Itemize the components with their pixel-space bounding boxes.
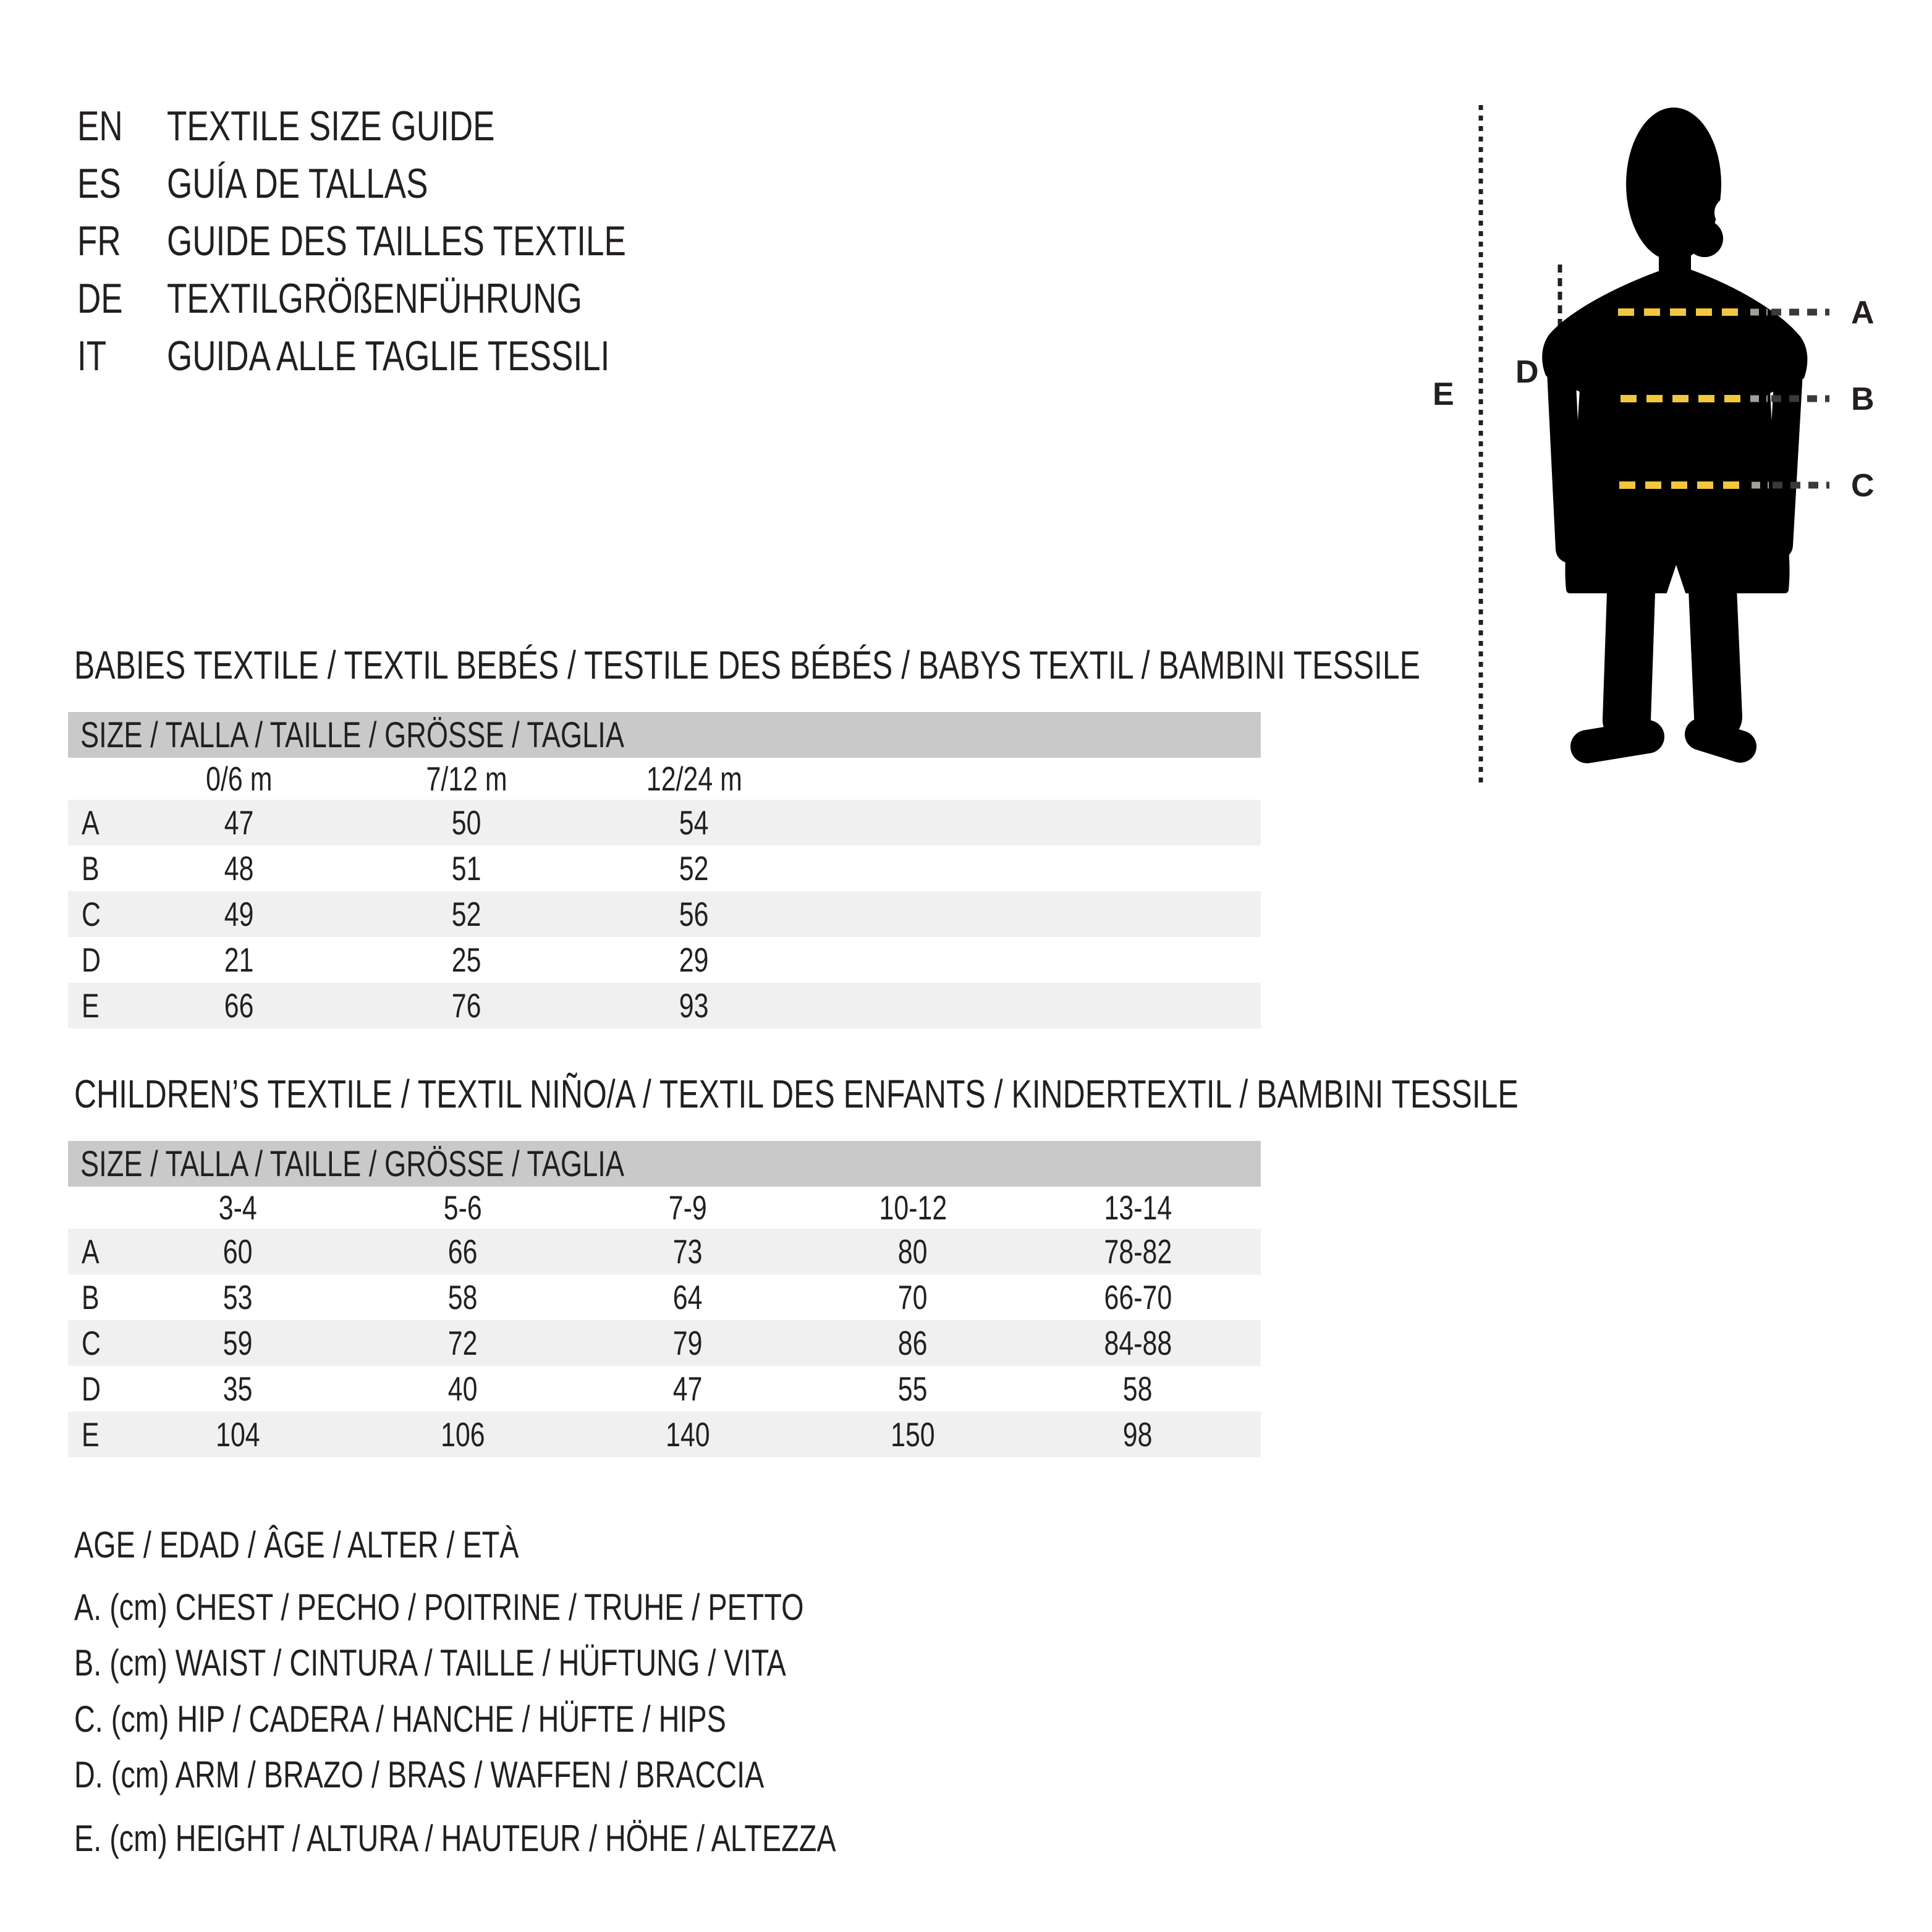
lang-code: IT [77,332,107,379]
value-text: 40 [448,1370,478,1408]
legend-text: B. (cm) WAIST / CINTURA / TAILLE / HÜFTUNG / VITA [74,1642,786,1684]
size-header-text: SIZE / TALLA / TAILLE / GRÖSSE / TAGLIA [80,1143,625,1184]
column-header-text: 3-4 [218,1188,258,1227]
legend-hip-line [74,1698,910,1740]
row-label-text: E [82,986,100,1025]
title-row-de [77,269,755,327]
row-label [68,1369,125,1409]
value-text: 50 [452,803,481,842]
value-text: 106 [441,1415,485,1454]
value-cell [125,1232,350,1271]
title-text: GUIDE DES TAILLES TEXTILE [167,217,626,265]
value-text: 55 [898,1370,928,1408]
value-text: 53 [223,1278,253,1316]
babies-heading-text: BABIES TEXTILE / TEXTIL BEBÉS / TESTILE DES BÉBÉS / BABYS TEXTIL / BAMBINI TESSILE [74,643,1420,687]
column-header-text: 7/12 m [426,760,507,798]
value-text: 78-82 [1104,1232,1172,1271]
value-cell [1025,1232,1250,1271]
value-cell [125,894,353,934]
value-cell [350,1369,575,1409]
column-header-text: 0/6 m [206,760,273,798]
column-header [580,759,808,799]
value-cell [580,894,808,934]
table-row [68,800,1261,845]
value-cell [800,1415,1025,1454]
babies-section-heading [74,645,1800,685]
row-label [68,940,125,980]
legend-text: C. (cm) HIP / CADERA / HANCHE / HÜFTE / HIPS [74,1698,726,1740]
value-cell [1025,1277,1250,1317]
column-header [125,759,353,799]
column-header-text: 10-12 [879,1188,947,1227]
value-text: 21 [224,941,254,979]
value-cell [125,803,353,842]
left-arm [1561,371,1570,549]
value-text: 66 [448,1232,478,1271]
row-label [68,803,125,842]
title-text: GUÍA DE TALLAS [167,159,428,207]
value-text: 70 [898,1278,928,1316]
table-row [68,1412,1261,1457]
table-row [68,1274,1261,1320]
row-label [68,1323,125,1363]
legend-text: D. (cm) ARM / BRAZO / BRAS / WAFFEN / BRACCIA [74,1754,765,1795]
value-text: 79 [673,1324,703,1362]
face-notch [1714,197,1747,229]
child-measurement-figure [1421,80,1932,810]
legend-waist-line [74,1642,987,1684]
legend-chest-line [74,1589,1010,1626]
value-text: 84-88 [1104,1324,1172,1362]
table-row [68,1320,1261,1366]
row-label-text: C [82,895,101,933]
value-text: 66-70 [1104,1278,1172,1316]
value-cell [575,1415,800,1454]
title-text: TEXTILGRÖßENFÜHRUNG [167,274,582,322]
value-text: 51 [452,849,481,888]
children-section-heading [74,1074,1926,1114]
row-label-text: B [82,849,100,888]
label-a: A [1851,295,1875,331]
column-header-row [68,1187,1261,1229]
column-header-row [68,758,1261,800]
value-text: 72 [448,1324,478,1362]
value-cell [580,986,808,1025]
row-label-text: D [82,941,101,979]
title-row-it [77,327,755,384]
value-cell [580,940,808,980]
row-label-text: A [82,803,100,842]
column-header-text: 13-14 [1104,1188,1172,1227]
value-cell [1025,1415,1250,1454]
table-row [68,983,1261,1028]
value-cell [580,849,808,888]
value-text: 52 [452,895,481,933]
value-text: 47 [673,1370,703,1408]
label-e: E [1433,376,1454,412]
value-cell [575,1323,800,1363]
table-row [68,1229,1261,1274]
lang-code: DE [77,274,123,322]
legend-arm-line [74,1756,959,1794]
value-cell [125,986,353,1025]
right-shoe [1701,734,1740,747]
column-header [353,759,580,799]
value-cell [350,1232,575,1271]
row-label-text: E [82,1415,100,1454]
value-cell [353,986,580,1025]
table-row [68,1366,1261,1412]
value-text: 56 [679,895,709,933]
value-text: 48 [224,849,254,888]
value-cell [575,1369,800,1409]
column-header [575,1188,800,1227]
legend-text: E. (cm) HEIGHT / ALTURA / HAUTEUR / HÖHE / ALTEZZA [74,1818,836,1859]
value-cell [125,940,353,980]
column-header-text: 5-6 [443,1188,483,1227]
row-label-text: C [82,1324,101,1362]
value-cell [350,1415,575,1454]
legend-height-line [74,1820,1051,1857]
value-cell [353,894,580,934]
value-text: 73 [673,1232,703,1271]
value-text: 86 [898,1324,928,1362]
row-label [68,894,125,934]
row-label [68,1277,125,1317]
row-label [68,1415,125,1454]
row-label [68,1232,125,1271]
value-text: 66 [224,986,254,1025]
column-header [125,1188,350,1227]
value-cell [125,1323,350,1363]
value-cell [353,803,580,842]
value-text: 80 [898,1232,928,1271]
value-cell [350,1323,575,1363]
value-text: 60 [223,1232,253,1271]
column-header [1025,1188,1250,1227]
legend-text: AGE / EDAD / ÂGE / ALTER / ETÀ [74,1524,519,1566]
value-cell [353,849,580,888]
value-text: 54 [679,803,709,842]
children-size-table [68,1141,1261,1457]
value-text: 49 [224,895,254,933]
title-row-es [77,155,755,212]
value-text: 25 [452,941,481,979]
table-row [68,845,1261,891]
value-cell [1025,1369,1250,1409]
value-cell [575,1232,800,1271]
size-header-bar [68,1141,1261,1187]
title-text: GUIDA ALLE TAGLIE TESSILI [167,332,610,379]
size-header-text: SIZE / TALLA / TAILLE / GRÖSSE / TAGLIA [80,714,625,755]
row-label-text: D [82,1370,101,1408]
value-text: 29 [679,941,709,979]
value-text: 150 [891,1415,935,1454]
row-label-text: A [82,1232,100,1271]
children-heading-text: CHILDREN’S TEXTILE / TEXTIL NIÑO/A / TEXTIL DES ENFANTS / KINDERTEXTIL / BAMBINI TESSILE [74,1072,1519,1116]
title-row-en [77,97,755,155]
value-text: 93 [679,986,709,1025]
value-cell [800,1277,1025,1317]
value-text: 52 [679,849,709,888]
value-cell [353,940,580,980]
value-text: 47 [224,803,254,842]
value-cell [580,803,808,842]
row-label-text: B [82,1278,100,1316]
title-row-fr [77,212,755,269]
title-text: TEXTILE SIZE GUIDE [167,102,495,150]
legend-age-line [74,1524,644,1566]
title-language-block [77,97,755,384]
value-cell [575,1277,800,1317]
legend-text: A. (cm) CHEST / PECHO / POITRINE / TRUHE / PETTO [74,1587,804,1628]
value-cell [125,1369,350,1409]
value-cell [350,1277,575,1317]
value-text: 59 [223,1324,253,1362]
table-row [68,891,1261,937]
cheek [1686,220,1723,257]
column-header-text: 7-9 [668,1188,708,1227]
value-cell [800,1323,1025,1363]
label-b: B [1851,381,1875,417]
babies-size-table [68,712,1261,1028]
value-text: 64 [673,1278,703,1316]
label-d: D [1515,354,1539,390]
value-text: 58 [1123,1370,1153,1408]
value-text: 104 [216,1415,260,1454]
value-cell [125,1415,350,1454]
column-header [800,1188,1025,1227]
left-shoe [1587,737,1648,747]
lang-code: EN [77,102,123,150]
label-c: C [1851,468,1875,504]
value-cell [800,1232,1025,1271]
size-header-bar [68,712,1261,758]
column-header-text: 12/24 m [646,760,742,798]
value-text: 35 [223,1370,253,1408]
value-cell [1025,1323,1250,1363]
lang-code: FR [77,217,121,265]
row-label [68,986,125,1025]
value-cell [125,1277,350,1317]
value-text: 98 [1123,1415,1153,1454]
value-text: 58 [448,1278,478,1316]
value-cell [125,849,353,888]
value-cell [800,1369,1025,1409]
value-text: 140 [666,1415,710,1454]
table-row [68,937,1261,983]
row-label [68,849,125,888]
lang-code: ES [77,159,121,207]
value-text: 76 [452,986,481,1025]
column-header [350,1188,575,1227]
